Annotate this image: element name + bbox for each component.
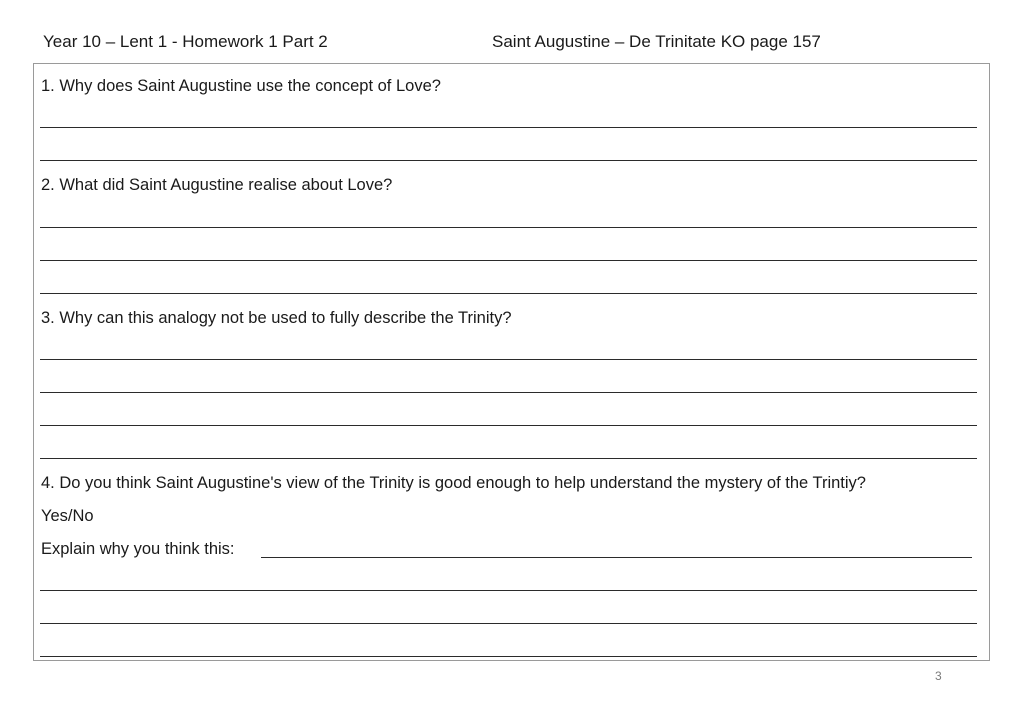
explain-label: Explain why you think this: [41, 540, 235, 558]
answer-line[interactable] [40, 359, 977, 360]
answer-line[interactable] [40, 623, 977, 624]
answer-line[interactable] [40, 127, 977, 128]
answer-line[interactable] [40, 260, 977, 261]
answer-line[interactable] [40, 458, 977, 459]
answer-line[interactable] [40, 227, 977, 228]
worksheet-box [33, 63, 990, 661]
question-1: 1. Why does Saint Augustine use the concept of Love? [41, 77, 441, 95]
explain-answer-line[interactable] [261, 557, 972, 558]
question-2: 2. What did Saint Augustine realise about Love? [41, 176, 393, 194]
answer-line[interactable] [40, 590, 977, 591]
answer-line[interactable] [40, 425, 977, 426]
yes-no-prompt: Yes/No [41, 507, 94, 525]
question-3: 3. Why can this analogy not be used to fully describe the Trinity? [41, 309, 512, 327]
answer-line[interactable] [40, 160, 977, 161]
answer-line[interactable] [40, 392, 977, 393]
header-title: Year 10 – Lent 1 - Homework 1 Part 2 [43, 32, 328, 51]
header-reference: Saint Augustine – De Trinitate KO page 157 [492, 32, 821, 51]
question-4: 4. Do you think Saint Augustine's view of the Trinity is good enough to help understand the mystery of the Trintiy? [41, 474, 866, 492]
answer-line[interactable] [40, 656, 977, 657]
answer-line[interactable] [40, 293, 977, 294]
page-number: 3 [935, 669, 942, 683]
